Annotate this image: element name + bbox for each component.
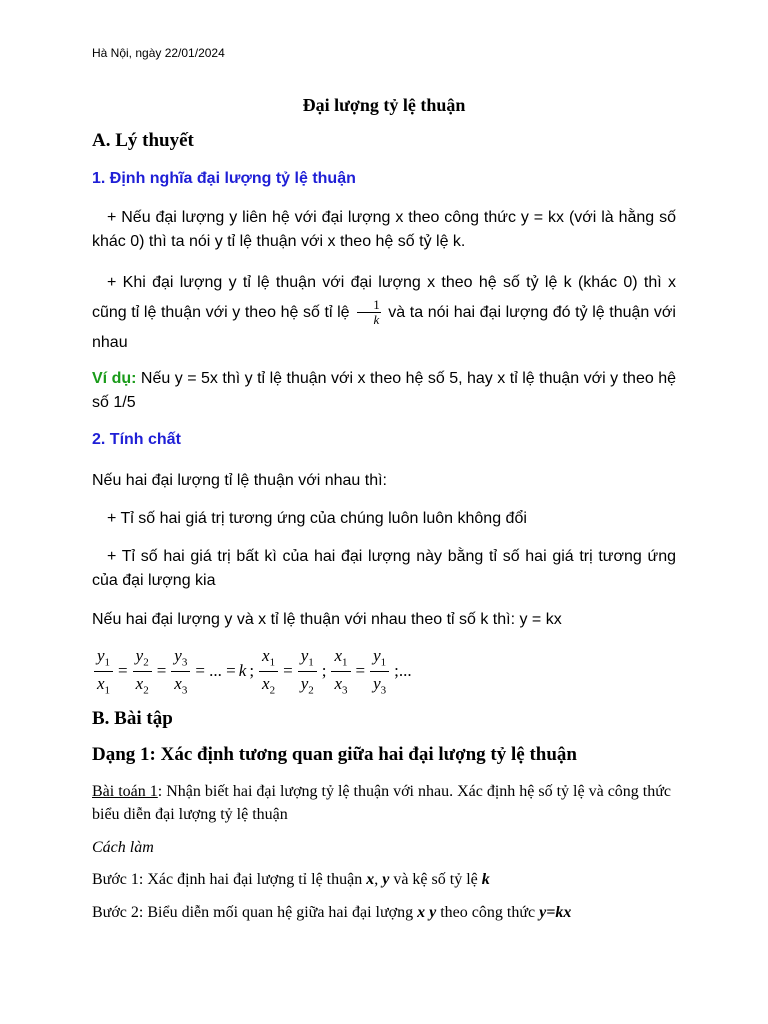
buoc-1-x: x [366,871,375,888]
cach-lam-label: Cách làm [92,839,154,856]
dang-1-heading: Dạng 1: Xác định tương quan giữa hai đại lượng tỷ lệ thuận [92,744,577,765]
fraction-numerator: 1 [357,298,381,313]
buoc-1-mid: và kệ số tỷ lệ [389,871,482,888]
fraction-x1-x2: $\frac{x_1}{x_2}$ [259,646,278,696]
subsection-properties-heading: 2. Tính chất [92,431,181,448]
section-b-heading: B. Bài tập [92,708,173,729]
fraction-y2-x2: $\frac{y_2}{x_2}$ [133,646,152,696]
bai-toan-1-paragraph [92,780,676,826]
fraction-x1-x3: $\frac{x_1}{x_3}$ [331,646,350,696]
fraction-y1-y3: $\frac{y_1}{y_3}$ [370,646,389,696]
properties-intro: Nếu hai đại lượng tỉ lệ thuận với nhau thì: [92,472,387,489]
bai-toan-1-text: : Nhận biết hai đại lượng tỷ lệ thuận với nhau. Xác định hệ số tỷ lệ và công thức biểu diễn đại lượng tỷ lệ thuận [92,783,672,823]
definition-paragraph-2-start: + Khi đại lượng y tỉ lệ thuận với đại lượng x theo hệ số tỷ lệ k (khác 0) thì x cũng tỉ lệ thuận với y theo hệ số tỉ lệ [92,274,676,321]
buoc-2-xy: x y [417,904,437,921]
example-label: Ví dụ: [92,370,137,387]
example-paragraph [92,367,676,415]
fraction-y3-x3: $\frac{y_3}{x_3}$ [171,646,190,696]
definition-paragraph-1: + Nếu đại lượng y liên hệ với đại lượng x theo công thức y = kx (với là hằng số khác 0) thì ta nói y tỉ lệ thuận với x theo hệ số tỷ lệ k. [92,209,676,250]
definition-paragraph-2 [92,268,676,358]
bai-toan-1-label: Bài toán 1 [92,783,158,800]
section-a-heading: A. Lý thuyết [92,130,194,151]
buoc-1-text: Bước 1: Xác định hai đại lượng tỉ lệ thuận [92,871,367,888]
buoc-2-mid: theo công thức [436,904,540,921]
fraction-one-over-k [357,298,381,327]
buoc-1-comma: , [374,871,383,888]
date-line: Hà Nội, ngày 22/01/2024 [92,46,225,60]
ratio-formula: $\frac{y_1}{x_1}$ = $\frac{y_2}{x_2}$ = $\frac{y_3}{x_3}$ = ... = k ; $\frac{x_1}{x_2}$ = $\frac{y_1}{y_2}$ ; $\frac{x_1}{x_3}$ = $\frac{y_1}{y_3}$ ;... [92,644,415,698]
property-3: Nếu hai đại lượng y và x tỉ lệ thuận với nhau theo tỉ số k thì: y = kx [92,611,562,628]
buoc-2-paragraph [92,901,676,924]
fraction-y1-x1: $\frac{y_1}{x_1}$ [94,646,113,696]
subsection-definition-heading: 1. Định nghĩa đại lượng tỷ lệ thuận [92,170,356,187]
property-1: + Tỉ số hai giá trị tương ứng của chúng luôn luôn không đổi [107,510,527,527]
buoc-1-k: k [481,871,490,888]
fraction-y1-y2: $\frac{y_1}{y_2}$ [298,646,317,696]
definition-paragraph-2-end: và ta nói hai đại lượng đó tỷ lệ thuận với nhau [92,304,676,351]
page-title: Đại lượng tỷ lệ thuận [302,95,466,115]
fraction-denominator: k [373,312,380,328]
example-text: Nếu y = 5x thì y tỉ lệ thuận với x theo hệ số 5, hay x tỉ lệ thuận với y theo hệ số 1/5 [92,370,677,411]
buoc-2-formula: y=kx [539,904,572,921]
buoc-1-paragraph [92,868,676,891]
property-2: + Tỉ số hai giá trị bất kì của hai đại lượng này bằng tỉ số hai giá trị tương ứng của đại lượng kia [92,548,676,589]
buoc-2-text: Bước 2: Biểu diễn mối quan hệ giữa hai đại lượng [92,904,418,921]
buoc-1-y: y [382,871,390,888]
